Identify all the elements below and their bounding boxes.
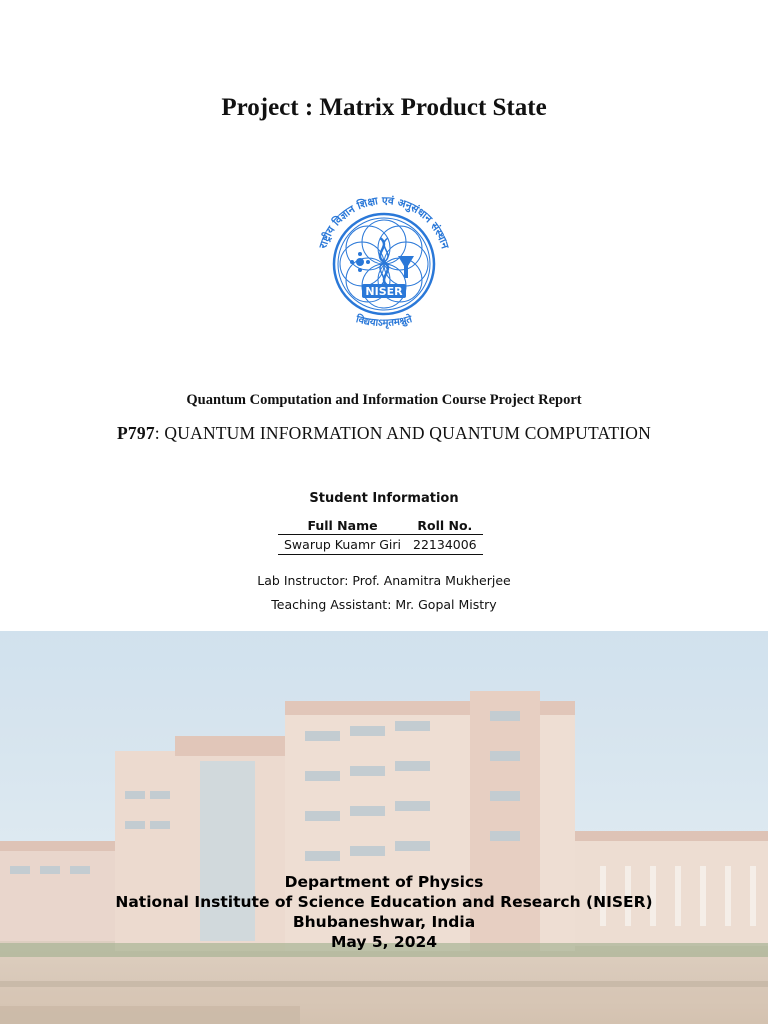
campus-building-image	[0, 631, 768, 1024]
student-roll-no: 22134006	[407, 535, 483, 555]
lab-instructor: Lab Instructor: Prof. Anamitra Mukherjee	[257, 573, 511, 588]
student-info-heading: Student Information	[309, 491, 459, 506]
course-line	[0, 423, 768, 444]
campus-building-photo	[0, 631, 768, 1024]
institute: National Institute of Science Education and Research (NISER)	[115, 893, 653, 911]
course-code: P797	[117, 423, 155, 443]
report-title: Project : Matrix Product State	[221, 94, 547, 121]
column-header-roll-no: Roll No.	[407, 516, 483, 535]
location: Bhubaneshwar, India	[292, 913, 476, 931]
column-header-full-name: Full Name	[278, 516, 407, 535]
logo-motto-text: विद्ययाऽमृतमश्नुते	[354, 314, 414, 330]
footer-block	[0, 872, 768, 952]
teaching-assistant: Teaching Assistant: Mr. Gopal Mistry	[271, 597, 497, 612]
niser-logo	[310, 190, 458, 338]
course-name: : QUANTUM INFORMATION AND QUANTUM COMPUTATION	[154, 423, 651, 443]
table-header-row	[278, 516, 483, 535]
logo-hindi-text: राष्ट्रीय विज्ञान शिक्षा एवं अनुसंधान संस्थान	[317, 194, 451, 251]
table-row	[278, 535, 483, 555]
niser-seal-icon	[310, 190, 458, 338]
logo-name: NISER	[365, 285, 403, 298]
report-date: May 5, 2024	[330, 933, 438, 951]
report-subtitle: Quantum Computation and Information Course Project Report	[186, 392, 582, 408]
student-name: Swarup Kuamr Giri	[278, 535, 407, 555]
student-info-table	[278, 516, 483, 555]
department: Department of Physics	[284, 873, 484, 891]
